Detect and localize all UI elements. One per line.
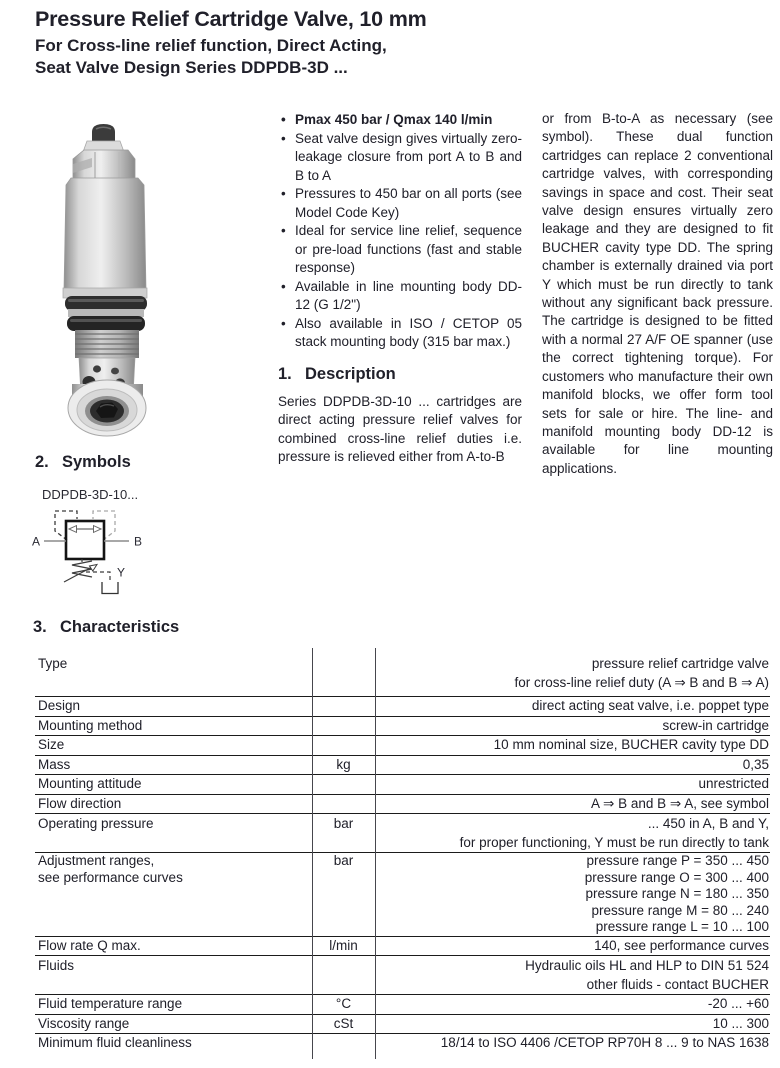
row-unit <box>312 697 375 716</box>
row-unit: bar <box>333 853 354 868</box>
row-value <box>375 853 770 936</box>
row-value <box>375 717 770 736</box>
tank-icon <box>102 582 118 594</box>
row-label-line: Mass <box>38 756 71 772</box>
row-value <box>375 1034 770 1053</box>
feature-column <box>278 111 522 467</box>
row-value-line: pressure range L = 10 ... 100 <box>595 919 769 935</box>
row-label-line: Mounting method <box>38 717 143 733</box>
row-label-line: Flow rate Q max. <box>38 937 141 953</box>
row-value <box>375 1015 770 1034</box>
row-unit <box>312 775 375 794</box>
row-label <box>35 1015 312 1034</box>
table-row <box>35 648 770 696</box>
row-label <box>35 795 312 814</box>
section2-heading <box>35 452 131 472</box>
bullet-item: • Pressures to 450 bar on all ports (see Model Code Key) <box>278 185 522 222</box>
row-value-line: Hydraulic oils HL and HLP to DIN 51 524 <box>525 958 769 974</box>
row-value-line: pressure range M = 80 ... 240 <box>591 902 769 918</box>
header <box>35 6 427 78</box>
row-label-line: Minimum fluid cleanliness <box>38 1035 192 1051</box>
valve-spacer <box>68 309 144 317</box>
row-value <box>375 756 770 775</box>
row-value-line: 140, see performance curves <box>594 937 769 953</box>
section3-number: 3. <box>33 618 47 636</box>
row-value-line: ... 450 in A, B and Y, <box>647 816 769 831</box>
row-value <box>375 795 770 814</box>
row-unit <box>312 956 375 994</box>
row-label <box>35 956 312 994</box>
row-label <box>35 995 312 1014</box>
row-label-line: Operating pressure <box>38 816 154 831</box>
row-value <box>375 814 770 852</box>
symbol-model-label: DDPDB-3D-10... <box>42 487 139 502</box>
row-label <box>35 756 312 775</box>
row-label-line: Viscosity range <box>38 1015 130 1031</box>
row-value-line: for proper functioning, Y must be run directly to tank <box>459 835 769 850</box>
row-unit <box>312 654 375 692</box>
table-row <box>35 813 770 852</box>
subtitle-line-2: Seat Valve Design Series DDPDB-3D ... <box>35 57 348 77</box>
table-row <box>35 1014 770 1034</box>
row-value <box>375 956 770 994</box>
table-row <box>35 774 770 794</box>
section1-title: Description <box>305 364 396 383</box>
table-divider-1 <box>312 648 313 1059</box>
row-value-line: unrestricted <box>698 776 769 791</box>
row-unit <box>312 736 375 755</box>
flow-arrow-head-right <box>94 526 102 533</box>
row-unit: cSt <box>333 1015 354 1031</box>
bullet-item: • Pmax 450 bar / Qmax 140 l/min <box>278 111 522 130</box>
row-value-line: A ⇒ B and B ⇒ A, see symbol <box>591 795 769 811</box>
row-value-line: pressure range O = 300 ... 400 <box>584 869 769 885</box>
port-a-label: A <box>32 534 41 549</box>
section2-number: 2. <box>35 453 49 471</box>
section3-title: Characteristics <box>60 618 180 636</box>
table-row <box>35 755 770 775</box>
row-label-line: Adjustment ranges, <box>38 853 155 868</box>
description-paragraph-left: Series DDPDB-3D-10 ... cartridges are direct acting pressure relief valves for combined cross-line relief duties i.e. pressure is relieved either from A-to-B <box>278 393 522 465</box>
row-label <box>35 697 312 716</box>
bullet-item: • Ideal for service line relief, sequence or pre-load functions (fast and stable response) <box>278 222 522 278</box>
characteristics-table <box>35 648 770 1059</box>
row-label-line: Fluid temperature range <box>38 996 183 1012</box>
row-unit: bar <box>333 816 354 831</box>
row-label-line: Flow direction <box>38 795 122 811</box>
bullet-item: • Seat valve design gives virtually zero-leakage closure from port A to B and B to A <box>278 130 522 186</box>
row-label <box>35 775 312 794</box>
row-value-line: 18/14 to ISO 4406 /CETOP RP70H 8 ... 9 to NAS 1638 <box>440 1035 769 1051</box>
row-unit: °C <box>335 996 352 1012</box>
row-unit <box>312 795 375 814</box>
row-value-line: screw-in cartridge <box>662 717 769 733</box>
bullet-item: • Also available in ISO / CETOP 05 stack mounting body (315 bar max.) <box>278 315 522 352</box>
row-label <box>35 736 312 755</box>
row-unit <box>312 1034 375 1053</box>
row-label <box>35 654 312 692</box>
page-title: Pressure Relief Cartridge Valve, 10 mm <box>35 7 427 31</box>
row-value-line: 10 mm nominal size, BUCHER cavity type DD <box>493 737 769 752</box>
table-row <box>35 955 770 994</box>
page-subtitle <box>35 35 427 78</box>
row-value <box>375 697 770 716</box>
section1-heading <box>278 364 522 384</box>
table-divider-2 <box>375 648 376 1059</box>
table-row <box>35 735 770 755</box>
row-unit: l/min <box>329 937 358 953</box>
row-value-line: 10 ... 300 <box>712 1015 769 1031</box>
row-value <box>375 654 770 692</box>
table-row <box>35 696 770 716</box>
bullet-item: • Available in line mounting body DD-12 (G 1/2") <box>278 278 522 315</box>
section1-number: 1. <box>278 364 292 383</box>
section3-heading <box>33 617 179 637</box>
row-label <box>35 853 312 936</box>
row-value <box>375 937 770 956</box>
bullet-list <box>278 111 522 352</box>
row-value <box>375 736 770 755</box>
row-label-line: see performance curves <box>38 869 183 885</box>
row-label <box>35 937 312 956</box>
table-row <box>35 1033 770 1053</box>
row-value-line: 0,35 <box>742 756 769 772</box>
row-value-line: pressure relief cartridge valve <box>591 656 769 671</box>
row-label-line: Fluids <box>38 958 75 974</box>
valve-oring-1 <box>65 296 147 311</box>
description-column <box>542 110 773 478</box>
valve-symbol-square <box>66 521 104 559</box>
row-value <box>375 775 770 794</box>
flow-arrow-head-left <box>69 526 77 533</box>
row-value <box>375 995 770 1014</box>
row-label <box>35 814 312 852</box>
row-label-line: Mounting attitude <box>38 776 142 791</box>
subtitle-line-1: For Cross-line relief function, Direct Acting, <box>35 36 387 55</box>
valve-body <box>64 178 146 290</box>
table-row <box>35 936 770 956</box>
row-label-line: Type <box>38 656 68 671</box>
row-value-line: pressure range N = 180 ... 350 <box>585 886 769 902</box>
row-value-line: for cross-line relief duty (A ⇒ B and B ⇒ A) <box>514 675 769 690</box>
row-value-line: direct acting seat valve, i.e. poppet type <box>531 698 769 713</box>
table-row <box>35 994 770 1014</box>
hydraulic-symbol <box>28 502 178 602</box>
port-y-label: Y <box>117 565 126 580</box>
row-label-line: Size <box>38 737 65 752</box>
table-row <box>35 794 770 814</box>
section2-title: Symbols <box>62 453 131 471</box>
row-label <box>35 717 312 736</box>
port-b-label: B <box>134 534 143 549</box>
row-label <box>35 1034 312 1053</box>
description-paragraph-right: or from B-to-A as necessary (see symbol). These dual function cartridges can replace 2 conventional cartridge valves, with corresponding savings in space and cost. Their seat valve design ensures virtually zero leakage and they are designed to fit BUCHER cavity type DD. The spring chamber is externally drained via port Y which must be run directly to tank without any significant back pressure. The cartridge is designed to be fitted with a normal 27 A/F OE spanner (use the correct tightening torque). For customers who manufacture their own manifold blocks, we offer form tool sets for sale or hire. The line- and manifold mounting body DD-12 is available for line mounting applications. <box>542 111 773 476</box>
row-label-line: Design <box>38 698 81 713</box>
table-rows <box>35 648 770 1053</box>
table-row <box>35 852 770 936</box>
row-value-line: -20 ... +60 <box>707 996 769 1012</box>
adjust-arrow <box>64 567 93 583</box>
valve-oring-2 <box>67 316 145 331</box>
row-unit <box>312 717 375 736</box>
table-row <box>35 716 770 736</box>
row-value-line: pressure range P = 350 ... 450 <box>586 853 769 868</box>
product-photo <box>40 112 210 444</box>
row-unit: kg <box>336 756 351 772</box>
row-value-line: other fluids - contact BUCHER <box>586 977 769 993</box>
